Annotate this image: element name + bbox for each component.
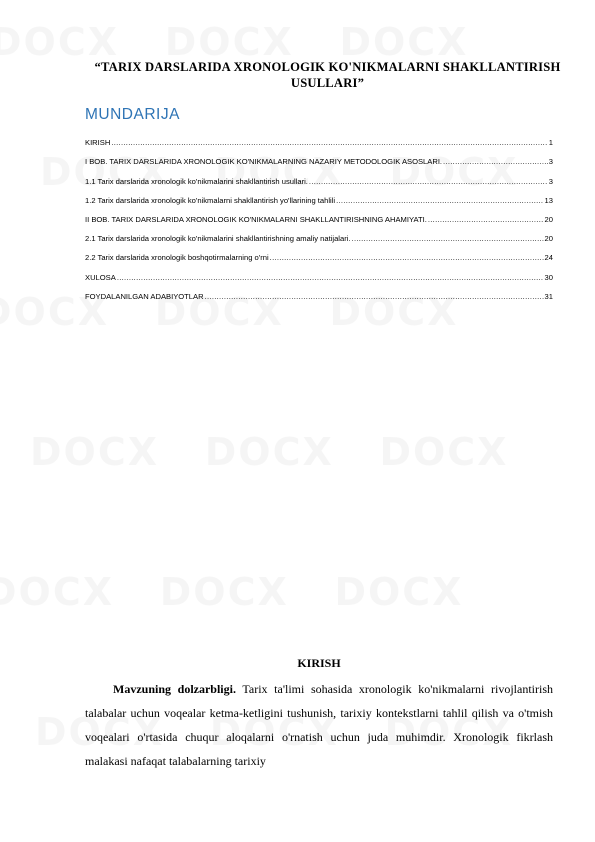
toc-leader <box>205 292 544 301</box>
toc-entry-label: 1.2 Tarix darslarida xronologik ko'nikmalarni shakllantirish yo'llarining tahlili <box>85 195 336 205</box>
toc-entry-page: 3 <box>548 157 553 167</box>
toc-leader <box>270 253 544 262</box>
toc-leader <box>309 177 548 186</box>
paragraph-text: Tarix ta'limi sohasida xronologik ko'nikmalarni rivojlantirish talabalar uchun voqealar ketma-ketligini tushunish, tarixiy kontekstlarni tahlil qilish va o'tmish voqealari o'rtasida chuqur aloqalarni o'rnatish uchun juda muhimdir. Xronologik fikrlash malakasi nafaqat talabalarning tarixiy <box>85 682 554 768</box>
toc-entry[interactable] <box>85 262 553 281</box>
toc-entry-page: 24 <box>544 253 553 263</box>
toc-entry-label: XULOSA <box>85 272 116 282</box>
toc-heading: MUNDARIJA <box>85 106 180 123</box>
toc-entry-page: 13 <box>544 195 553 205</box>
toc-entry-page: 31 <box>544 291 553 301</box>
toc-leader <box>111 138 547 147</box>
toc-entry-page: 20 <box>544 214 553 224</box>
toc-entry-label: KIRISH <box>85 138 111 148</box>
toc-entry-label: II BOB. TARIX DARSLARIDA XRONOLOGIK KO'NIKMALARNI SHAKLLANTIRISHNING AHAMIYATI. <box>85 214 427 224</box>
intro-paragraph <box>85 677 553 773</box>
toc-entry[interactable] <box>85 282 553 301</box>
toc-entry[interactable] <box>85 128 553 147</box>
toc-leader <box>443 157 548 166</box>
toc-entry-page: 30 <box>544 272 553 282</box>
section-heading: KIRISH <box>297 656 341 670</box>
toc-leader <box>428 215 544 224</box>
toc-entry-label: 2.1 Tarix darslarida xronologik ko'nikmalarini shakllantirishning amaliy natijalari. <box>85 234 351 244</box>
table-of-contents <box>85 128 553 301</box>
toc-entry[interactable] <box>85 224 553 243</box>
toc-entry-page: 20 <box>544 234 553 244</box>
toc-entry-page: 1 <box>548 138 553 148</box>
toc-leader <box>336 196 543 205</box>
toc-entry[interactable] <box>85 243 553 262</box>
toc-entry[interactable] <box>85 186 553 205</box>
toc-entry-label: 2.2 Tarix darslarida xronologik boshqotirmalarning o'rni <box>85 253 269 263</box>
toc-entry[interactable] <box>85 205 553 224</box>
toc-entry-label: 1.1 Tarix darslarida xronologik ko'nikmalarini shakllantirish usullari. <box>85 176 308 186</box>
toc-entry-label: FOYDALANILGAN ADABIYOTLAR <box>85 291 204 301</box>
toc-entry-label: I BOB. TARIX DARSLARIDA XRONOLOGIK KO'NIKMALARNING NAZARIY METODOLOGIK ASOSLARI. <box>85 157 443 167</box>
toc-leader <box>352 234 544 243</box>
toc-entry[interactable] <box>85 147 553 166</box>
toc-entry-page: 3 <box>548 176 553 186</box>
toc-leader <box>117 273 544 282</box>
lead-bold: Mavzuning dolzarbligi. <box>113 682 236 696</box>
toc-entry[interactable] <box>85 166 553 185</box>
document-title: “TARIX DARSLARIDA XRONOLOGIK KO'NIKMALARNI SHAKLLANTIRISH USULLARI” <box>94 60 561 90</box>
